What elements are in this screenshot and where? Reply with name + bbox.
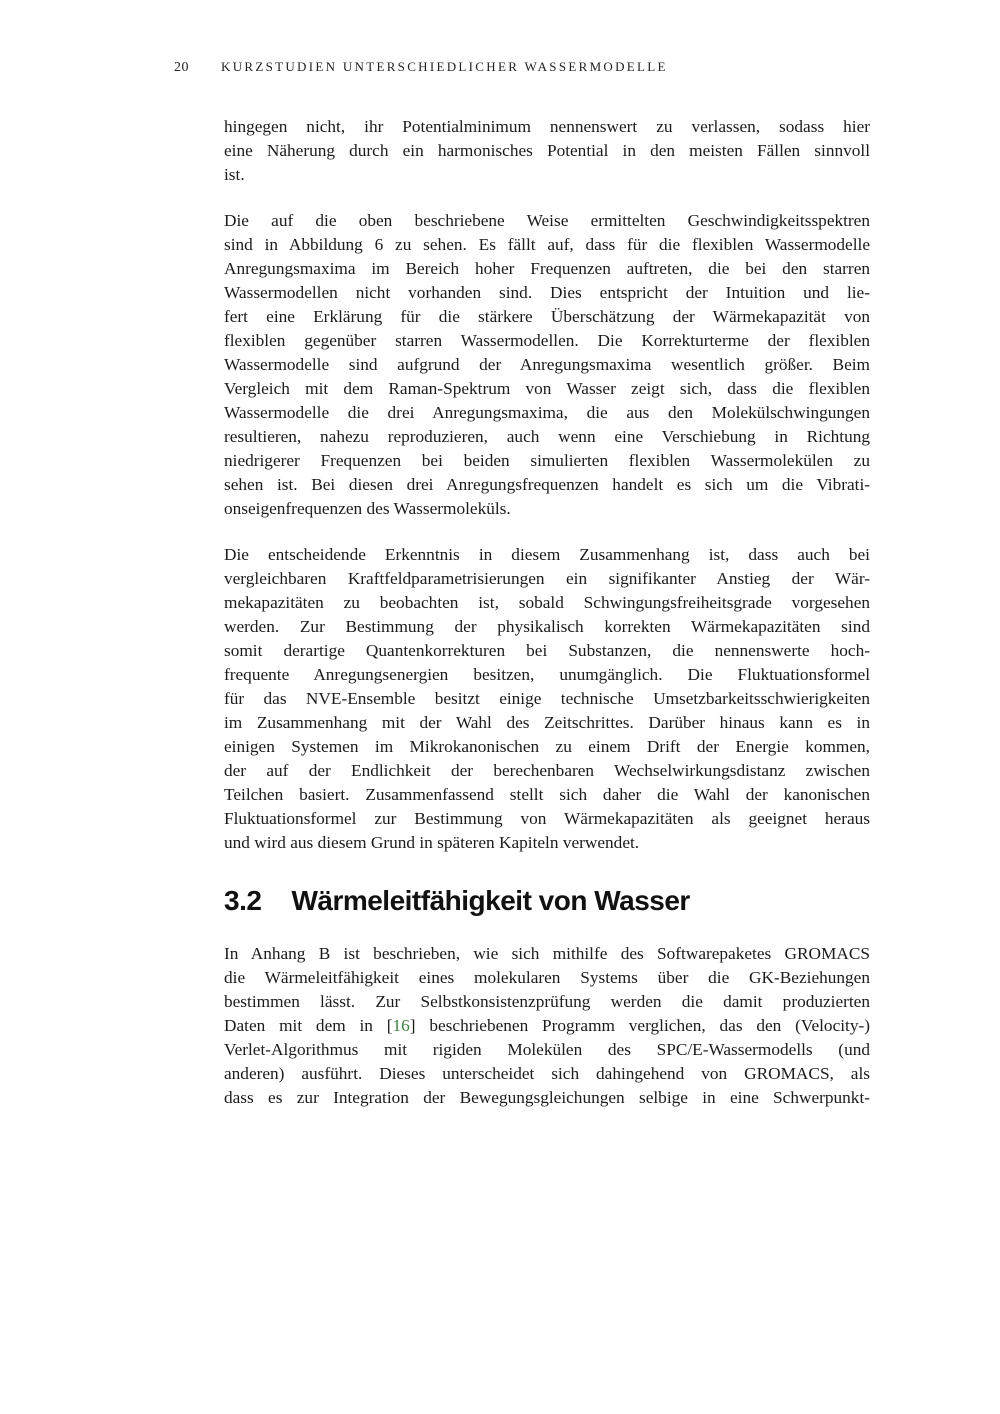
text-line: dass es zur Integration der Bewegungsgleichungen selbige in eine Schwerpunkt- xyxy=(224,1088,870,1107)
paragraph xyxy=(224,209,870,521)
text-line: In Anhang B ist beschrieben, wie sich mithilfe des Softwarepaketes GROMACS xyxy=(224,944,870,963)
text-line: sehen ist. Bei diesen drei Anregungsfrequenzen handelt es sich um die Vibrati- xyxy=(224,475,870,494)
text-line: fert eine Erklärung für die stärkere Überschätzung der Wärmekapazität von xyxy=(224,307,870,326)
text-line: Teilchen basiert. Zusammenfassend stellt sich daher die Wahl der kanonischen xyxy=(224,785,870,804)
text-line: bestimmen lässt. Zur Selbstkonsistenzprüfung werden die damit produzierten xyxy=(224,992,870,1011)
text-line: eine Näherung durch ein harmonisches Potential in den meisten Fällen sinnvoll xyxy=(224,141,870,160)
text-line: der auf der Endlichkeit der berechenbaren Wechselwirkungsdistanz zwischen xyxy=(224,761,870,780)
text-line: resultieren, nahezu reproduzieren, auch wenn eine Verschiebung in Richtung xyxy=(224,427,870,446)
text-line: Wassermodelle sind aufgrund der Anregungsmaxima wesentlich größer. Beim xyxy=(224,355,870,374)
text-line: und wird aus diesem Grund in späteren Kapiteln verwendet. xyxy=(224,833,640,852)
content-column xyxy=(224,115,870,1132)
section-number: 3.2 xyxy=(224,885,262,916)
text-line: ist. xyxy=(224,165,245,184)
text-line: Vergleich mit dem Raman-Spektrum von Wasser zeigt sich, dass die flexiblen xyxy=(224,379,870,398)
running-header-title: KURZSTUDIEN UNTERSCHIEDLICHER WASSERMODELLE xyxy=(221,59,668,74)
citation-link[interactable]: 16 xyxy=(392,1016,410,1035)
text-line: mekapazitäten zu beobachten ist, sobald Schwingungsfreiheitsgrade vorgesehen xyxy=(224,593,870,612)
text-line: niedrigerer Frequenzen bei beiden simulierten flexiblen Wassermolekülen zu xyxy=(224,451,870,470)
text-line: sind in Abbildung 6 zu sehen. Es fällt auf, dass für die flexiblen Wassermodelle xyxy=(224,235,870,254)
text-line: im Zusammenhang mit der Wahl des Zeitschrittes. Darüber hinaus kann es in xyxy=(224,713,870,732)
text-line: einigen Systemen im Mikrokanonischen zu einem Drift der Energie kommen, xyxy=(224,737,870,756)
text-line: Die entscheidende Erkenntnis in diesem Zusammenhang ist, dass auch bei xyxy=(224,545,870,564)
text-line: Daten mit dem in [16] beschriebenen Programm verglichen, das den (Velocity-) xyxy=(224,1016,870,1035)
text-line: für das NVE-Ensemble besitzt einige technische Umsetzbarkeitsschwierigkeiten xyxy=(224,689,870,708)
paragraph xyxy=(224,115,870,187)
text-line: werden. Zur Bestimmung der physikalisch korrekten Wärmekapazitäten sind xyxy=(224,617,870,636)
paragraph xyxy=(224,942,870,1110)
text-line: Fluktuationsformel zur Bestimmung von Wärmekapazitäten als geeignet heraus xyxy=(224,809,870,828)
page-number: 20 xyxy=(174,60,189,75)
text-line: onseigenfrequenzen des Wassermoleküls. xyxy=(224,499,511,518)
text-line: Wassermodelle die drei Anregungsmaxima, die aus den Molekülschwingungen xyxy=(224,403,870,422)
text-line: die Wärmeleitfähigkeit eines molekularen Systems über die GK-Beziehungen xyxy=(224,968,870,987)
text-line: Die auf die oben beschriebene Weise ermittelten Geschwindigkeitsspektren xyxy=(224,211,870,230)
text-line: Wassermodellen nicht vorhanden sind. Dies entspricht der Intuition und lie- xyxy=(224,283,870,302)
section-title: Wärmeleitfähigkeit von Wasser xyxy=(291,885,690,916)
running-header xyxy=(174,59,668,76)
section-heading xyxy=(224,884,870,918)
text-line: anderen) ausführt. Dieses unterscheidet sich dahingehend von GROMACS, als xyxy=(224,1064,870,1083)
text-line: vergleichbaren Kraftfeldparametrisierungen ein signifikanter Anstieg der Wär- xyxy=(224,569,870,588)
text-line: Anregungsmaxima im Bereich hoher Frequenzen auftreten, die bei den starren xyxy=(224,259,870,278)
text-line: flexiblen gegenüber starren Wassermodellen. Die Korrekturterme der flexiblen xyxy=(224,331,870,350)
text-line: Verlet-Algorithmus mit rigiden Molekülen des SPC/E-Wassermodells (und xyxy=(224,1040,870,1059)
paragraph xyxy=(224,543,870,855)
text-line: somit derartige Quantenkorrekturen bei Substanzen, die nennenswerte hoch- xyxy=(224,641,870,660)
text-line: hingegen nicht, ihr Potentialminimum nennenswert zu verlassen, sodass hier xyxy=(224,117,870,136)
text-line: frequente Anregungsenergien besitzen, unumgänglich. Die Fluktuationsformel xyxy=(224,665,870,684)
